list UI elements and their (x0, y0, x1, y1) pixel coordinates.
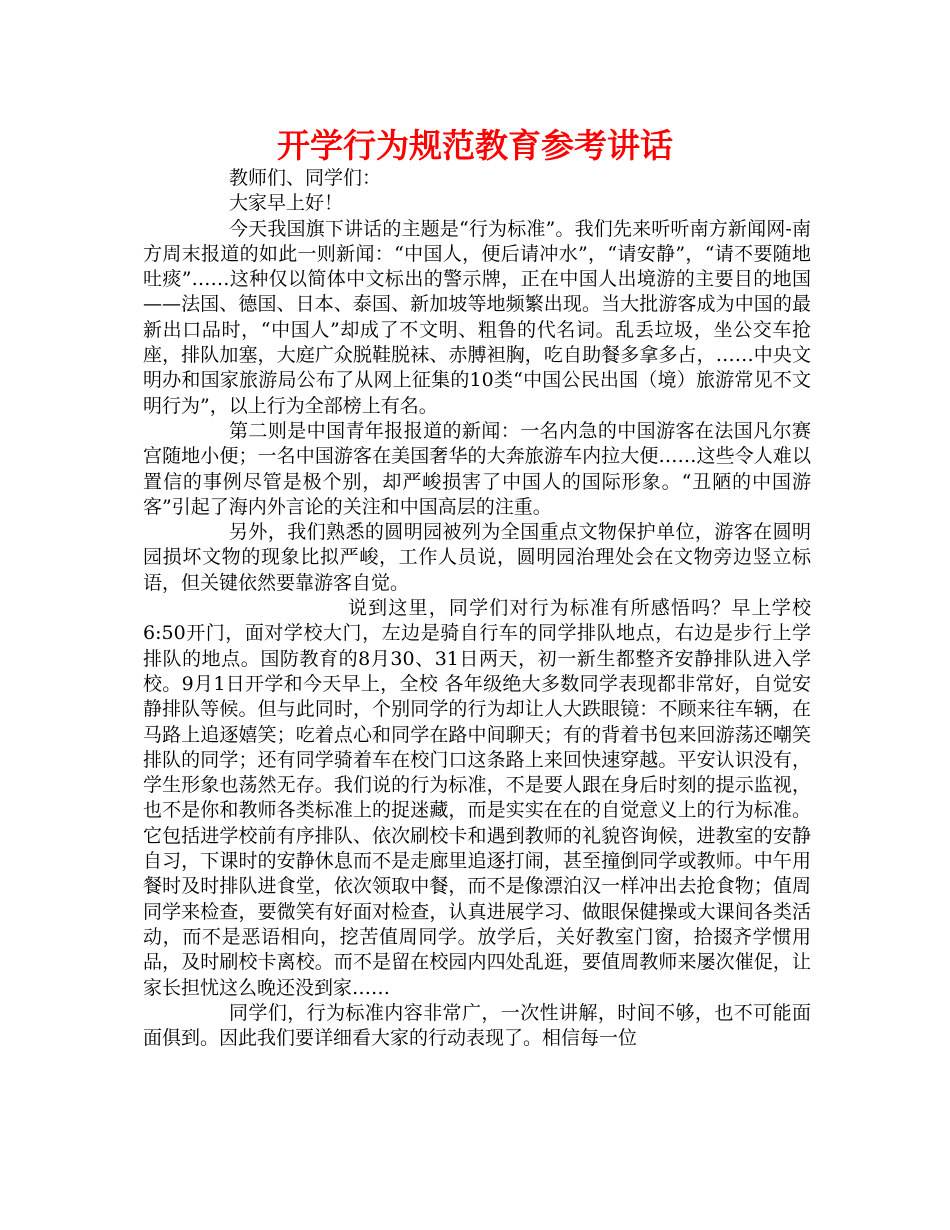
paragraph-greeting: 教师们、同学们： (229, 167, 382, 189)
paragraph-theme-news: 今天我国旗下讲话的主题是“行为标准”。我们先来听听南方新闻网-南方周末报道的如此一则新闻：“中国人，便后请冲水”，“请安静”，“请不要随地吐痰”……这种仅以简体中文标出的警示牌，正在中国人出境游的主要目的地国——法国、德国、日本、泰国、新加坡等地频繁出现。当大批游客成为中国的最新出口品时，“中国人”却成了不文明、粗鲁的代名词。乱丢垃圾，坐公交车抢座，排队加塞，大庭广众脱鞋脱袜、赤膊袒胸，吃自助餐多拿多占，……中央文明办和国家旅游局公布了从网上征集的10类“中国公民出国（境）旅游常见不文明行为”，以上行为全部榜上有名。 (143, 217, 811, 417)
paragraph-good-morning: 大家早上好！ (229, 192, 344, 215)
paragraph-second-news: 第二则是中国青年报报道的新闻：一名内急的中国游客在法国凡尔赛宫随地小便；一名中国游客在美国奢华的大奔旅游车内拉大便……这些令人难以置信的事例尽管是极个别，却严峻损害了中国人的国际形象。“丑陋的中国游客”引起了海内外言论的关注和中国高层的注重。 (143, 419, 811, 518)
paragraph-closing: 同学们，行为标准内容非常广，一次性讲解，时间不够，也不可能面面俱到。因此我们要详细看大家的行动表现了。相信每一位 (143, 1001, 811, 1050)
paragraph-yuanmingyuan: 另外，我们熟悉的圆明园被列为全国重点文物保护单位，游客在圆明园损坏文物的现象比拟严峻，工作人员说，圆明园治理处会在文物旁边竖立标语，但关键依然要靠游客自觉。 (143, 521, 811, 594)
document-body (143, 166, 811, 1051)
document-title: 开学行为规范教育参考讲话 (277, 126, 673, 165)
paragraph-school-behavior: 说到这里，同学们对行为标准有所感悟吗？早上学校6:50开门，面对学校大门，左边是骑自行车的同学排队地点，右边是步行上学排队的地点。国防教育的8月30、31日两天，初一新生都整齐安静排队进入学校。9月1日开学和今天早上，全校 各年级绝大多数同学表现都非常好，自觉安静排队等候。但与此同时，个别同学的行为却让人大跌眼镜：不顾来往车辆，在马路上追逐嬉笑；吃着点心和同学在路中间聊天；有的背着书包来回游荡还嘲笑排队的同学；还有同学骑着车在校门口这条路上来回快速穿越。平安认识没有，学生形象也荡然无存。我们说的行为标准，不是要人跟在身后时刻的提示监视，也不是你和教师各类标准上的捉迷藏，而是实实在在的自觉意义上的行为标准。它包括进学校前有序排队、依次刷校卡和遇到教师的礼貌咨询候，进教室的安静自习，下课时的安静休息而不是走廊里追逐打闹，甚至撞倒同学或教师。中午用餐时及时排队进食堂，依次领取中餐，而不是像漂泊汉一样冲出去抢食物；值周同学来检查，要微笑有好面对检查，认真进展学习、做眼保健操或大课间各类活动，而不是恶语相向，挖苦值周同学。放学后，关好教室门窗，拾掇齐学惯用品，及时刷校卡离校。而不是留在校园内四处乱逛，要值周教师来屡次催促，让家长担忧这么晚还没到家…… (143, 597, 811, 999)
